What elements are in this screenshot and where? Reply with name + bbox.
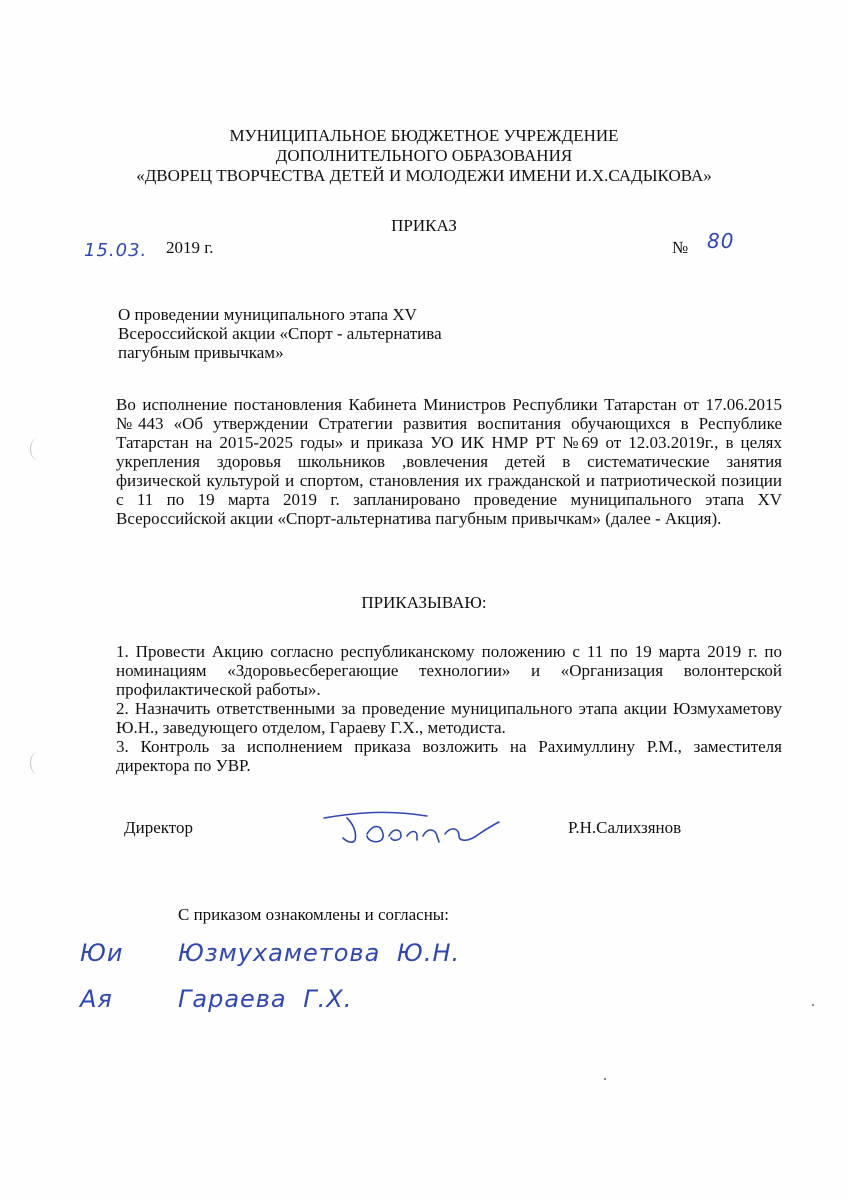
- paper-speck: [604, 1078, 606, 1080]
- organization-header: [0, 126, 848, 186]
- director-label: Директор: [124, 818, 193, 837]
- order-item: 1. Провести Акцию согласно республиканскому положению с 11 по 19 марта 2019 г. по номинациям «Здоровьесберегающие технологии» и «Организация волонтерской профилактической работы».: [116, 642, 782, 699]
- acknowledgement-line: С приказом ознакомлены и согласны:: [178, 905, 449, 924]
- header-line: «ДВОРЕЦ ТВОРЧЕСТВА ДЕТЕЙ И МОЛОДЕЖИ ИМЕНИ И.Х.САДЫКОВА»: [136, 166, 712, 185]
- order-subject: [118, 305, 538, 362]
- handwritten-entry: [80, 940, 600, 986]
- director-name: Р.Н.Салихзянов: [568, 818, 682, 837]
- director-signature: [319, 804, 504, 854]
- handwritten-acknowledgements: [80, 940, 600, 1032]
- handwritten-initials: Ая: [80, 985, 113, 1013]
- handwritten-order-number: 80: [707, 229, 735, 253]
- date-number-line: [84, 229, 764, 262]
- paper-speck: [812, 1004, 814, 1006]
- punch-hole-mark: [30, 752, 45, 774]
- number-sign: №: [672, 238, 689, 257]
- order-items: [116, 642, 782, 775]
- handwritten-initials: Юи: [80, 939, 124, 967]
- signature-row: [124, 818, 744, 858]
- subject-line: О проведении муниципального этапа XV: [118, 305, 417, 324]
- header-line: ДОПОЛНИТЕЛЬНОГО ОБРАЗОВАНИЯ: [275, 146, 573, 165]
- order-item: 2. Назначить ответственными за проведение муниципального этапа акции Юзмухаметову Ю.Н., заведующего отделом, Гараеву Г.Х., методиста.: [116, 699, 782, 737]
- handwritten-entry: [80, 986, 600, 1032]
- date-year: 2019 г.: [166, 238, 214, 257]
- document-title: ПРИКАЗ: [391, 216, 457, 235]
- handwritten-name: Юзмухаметова Ю.Н.: [178, 939, 461, 967]
- order-item: 3. Контроль за исполнением приказа возложить на Рахимуллину Р.М., заместителя директора по УВР.: [116, 737, 782, 775]
- header-line: МУНИЦИПАЛЬНОЕ БЮДЖЕТНОЕ УЧРЕЖДЕНИЕ: [229, 126, 619, 145]
- punch-hole-mark: [30, 438, 45, 460]
- handwritten-date: 15.03.: [84, 240, 148, 261]
- intro-paragraph: [116, 395, 782, 528]
- order-heading: ПРИКАЗЫВАЮ:: [361, 593, 487, 612]
- subject-line: пагубным привычкам»: [118, 343, 284, 362]
- intro-text: Во исполнение постановления Кабинета Министров Республики Татарстан от 17.06.2015 №443 «Об утверждении Стратегии развития воспитания обучающихся в Республике Татарстан на 2015-2025 годы» и приказа УО ИК НМР РТ №69 от 12.03.2019г., в целях укрепления здоровья школьников ,вовлечения детей в систематические занятия физической культурой и спортом, становления их гражданской и патриотической позиции с 11 по 19 марта 2019 г. запланировано проведение муниципального этапа XV Всероссийской акции «Спорт-альтернатива пагубным привычкам» (далее - Акция).: [116, 395, 782, 528]
- handwritten-name: Гараева Г.Х.: [178, 985, 353, 1013]
- subject-line: Всероссийской акции «Спорт - альтернатива: [118, 324, 442, 343]
